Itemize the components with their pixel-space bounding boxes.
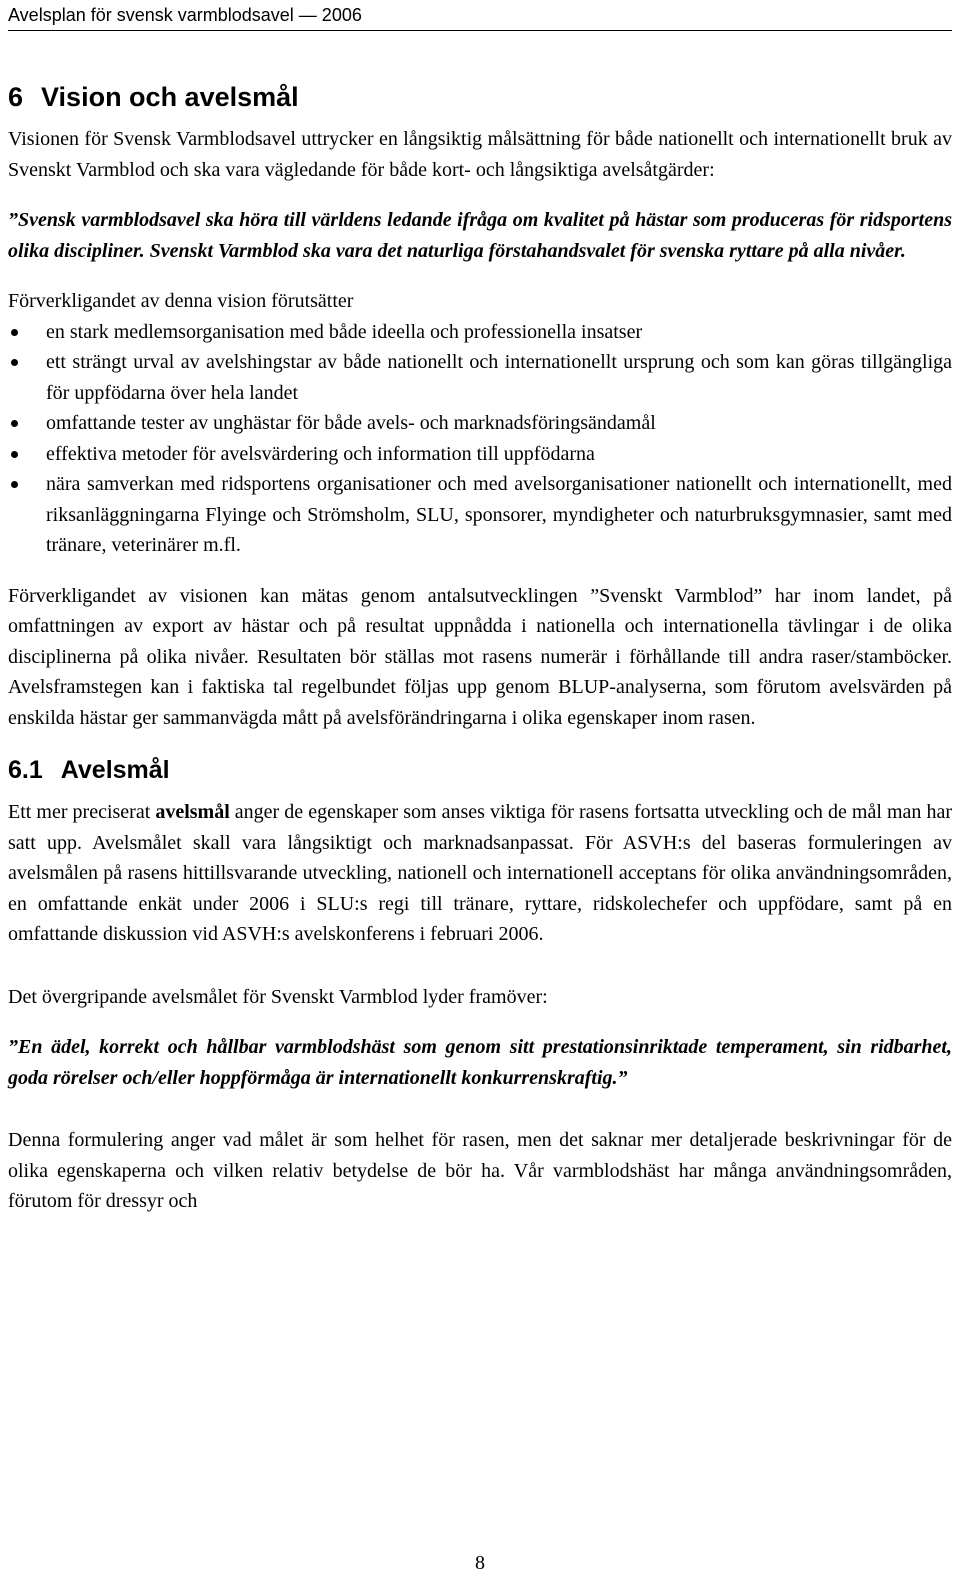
emphasis-term: avelsmål bbox=[155, 801, 230, 823]
section-heading bbox=[8, 80, 952, 114]
measurement-paragraph: Förverkligandet av visionen kan mätas genom antalsutvecklingen ”Svenskt Varmblod” har inom landet, på omfattningen av export av hästar och på resultat uppnådda i nationella och internationella tävlingar i de olika disciplinerna på olika nivåer. Resultaten bör ställas mot rasens numerär i förhållande till andra raser/stamböcker. Avelsframstegen kan i faktiska tal regelbundet följas upp genom BLUP-analyserna, som förutom avelsvärden på enskilda hästar ger sammanvägda mått på avelsförändringarna i olika egenskaper inom rasen. bbox=[8, 584, 952, 729]
formulation-paragraph: Denna formulering anger vad målet är som helhet för rasen, men det saknar mer detaljerade beskrivningar för de olika egenskaperna och vilken relativ betydelse de bör ha. Vår varmblodshäst har många användningsområden, förutom för dressyr och bbox=[8, 1129, 952, 1212]
overall-goal-lead: Det övergripande avelsmålet för Svenskt Varmblod lyder framöver: bbox=[8, 985, 548, 1008]
list-item: effektiva metoder för avelsvärdering och information till uppfödarna bbox=[8, 439, 952, 470]
breeding-goal-paragraph bbox=[8, 797, 952, 950]
prerequisites-list bbox=[8, 317, 952, 561]
subsection-title: Avelsmål bbox=[60, 756, 170, 784]
section-number: 6 bbox=[8, 82, 24, 112]
list-item: ett strängt urval av avelshingstar av både nationellt och internationellt ursprung och som kan göras tillgängliga för uppfödarna över hela landet bbox=[8, 347, 952, 408]
section-title: Vision och avelsmål bbox=[41, 82, 299, 112]
page-content bbox=[8, 80, 952, 1217]
vision-quote: ”Svensk varmblodsavel ska höra till världens ledande ifråga om kvalitet på hästar som produceras för ridsportens olika discipliner. Svenskt Varmblod ska vara det naturliga förstahandsvalet för svenska ryttare på alla nivåer. bbox=[8, 209, 952, 262]
running-header: Avelsplan för svensk varmblodsavel — 2006 bbox=[8, 4, 952, 31]
paragraph-text: anger de egenskaper som anses viktiga för rasens fortsatta utveckling och de mål man har satt upp. Avelsmålet skall vara långsiktigt och marknadsanpassat. För ASVH:s del baseras formuleringen av avelsmålen på rasens hittillsvarande utveckling, nationell och internationell acceptans för olika användningsområden, en omfattande enkät under 2006 i SLU:s regi till tränare, ryttare, ridskolechefer och uppfödare, samt på en omfattande diskussion vid ASVH:s avelskonferens i februari 2006. bbox=[8, 801, 952, 945]
subsection-number: 6.1 bbox=[8, 756, 43, 784]
subsection-heading bbox=[8, 753, 952, 787]
vision-intro-paragraph: Visionen för Svensk Varmblodsavel uttrycker en långsiktig målsättning för både nationellt och internationellt bruk av Svenskt Varmblod och ska vara vägledande för både kort- och långsiktiga avelsåtgärder: bbox=[8, 128, 952, 181]
list-item: omfattande tester av unghästar för både avels- och marknadsföringsändamål bbox=[8, 408, 952, 439]
list-item: nära samverkan med ridsportens organisationer och med avelsorganisationer nationellt och internationellt, med riksanläggningarna Flyinge och Strömsholm, SLU, sponsorer, myndigheter och naturbruksgymnasier, samt med tränare, veterinärer m.fl. bbox=[8, 469, 952, 561]
page-number: 8 bbox=[475, 1552, 485, 1574]
list-item: en stark medlemsorganisation med både ideella och professionella insatser bbox=[8, 317, 952, 348]
overall-goal-quote: ”En ädel, korrekt och hållbar varmblodshäst som genom sitt prestationsinriktade temperament, sin ridbarhet, goda rörelser och/eller hoppförmåga är internationellt konkurrenskraftig.” bbox=[8, 1036, 952, 1089]
prerequisites-lead: Förverkligandet av denna vision förutsätter bbox=[8, 290, 354, 312]
paragraph-text: Ett mer preciserat bbox=[8, 801, 156, 823]
